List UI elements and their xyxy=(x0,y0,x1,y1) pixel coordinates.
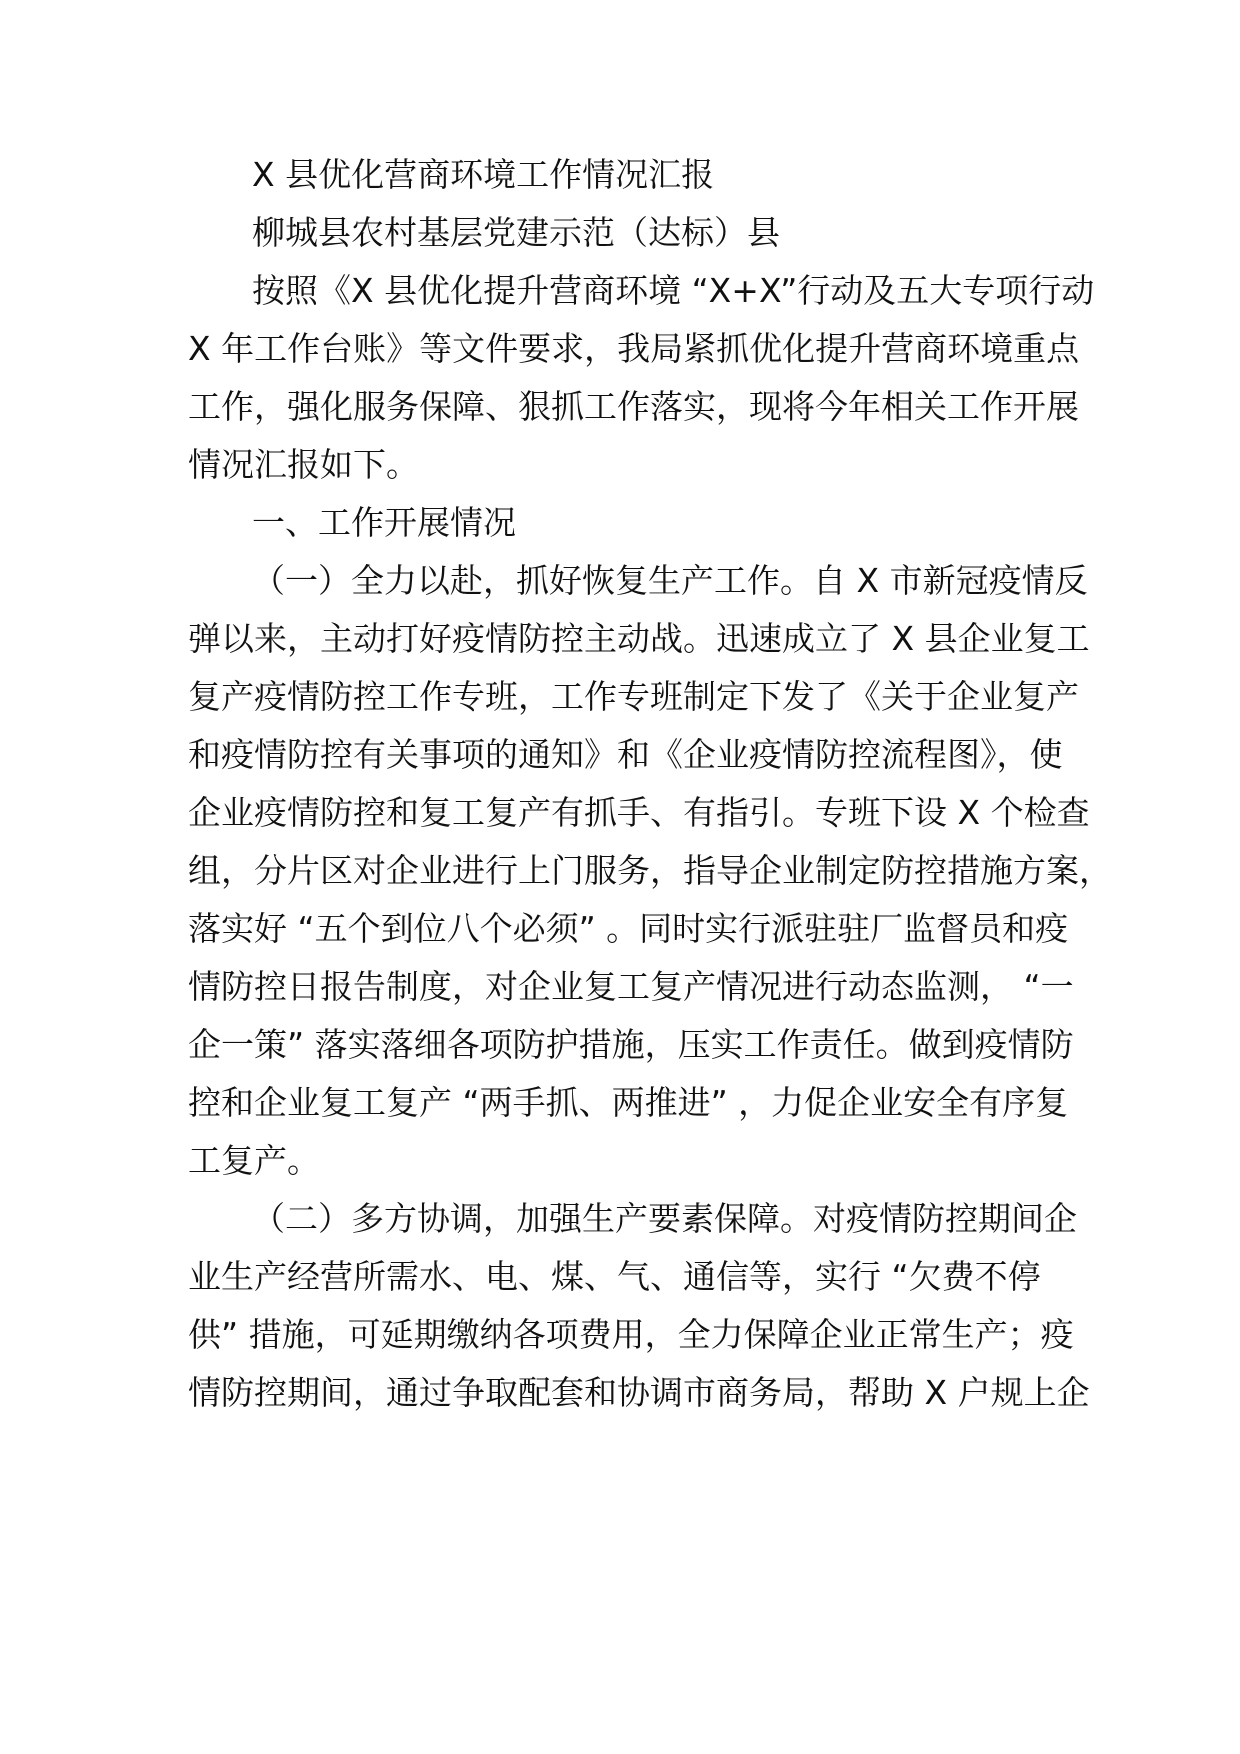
intro-line: 工作，强化服务保障、狠抓工作落实，现将今年相关工作开展 xyxy=(188,387,1079,426)
paragraph-line: （一）全力以赴，抓好恢复生产工作。自 X 市新冠疫情反 xyxy=(252,561,1088,600)
paragraph-line: 复产疫情防控工作专班，工作专班制定下发了《关于企业复产 xyxy=(188,677,1079,716)
paragraph-line: 落实好 “五个到位八个必须” 。同时实行派驻驻厂监督员和疫 xyxy=(188,909,1069,948)
paragraph-line: 供” 措施，可延期缴纳各项费用，全力保障企业正常生产；疫 xyxy=(188,1315,1074,1354)
paragraph-line: （二）多方协调，加强生产要素保障。对疫情防控期间企 xyxy=(252,1199,1077,1238)
paragraph-line: 控和企业复工复产 “两手抓、两推进” ，力促企业安全有序复 xyxy=(188,1083,1069,1122)
paragraph-line: 情防控期间，通过争取配套和协调市商务局，帮助 X 户规上企 xyxy=(188,1373,1090,1412)
paragraph-line: 工复产。 xyxy=(188,1141,320,1180)
document-subtitle: 柳城县农村基层党建示范（达标）县 xyxy=(252,213,780,252)
paragraph-line: 情防控日报告制度，对企业复工复产情况进行动态监测， “一 xyxy=(188,967,1074,1006)
paragraph-line: 企一策” 落实落细各项防护措施，压实工作责任。做到疫情防 xyxy=(188,1025,1074,1064)
intro-line: 情况汇报如下。 xyxy=(188,445,419,484)
paragraph-line: 企业疫情防控和复工复产有抓手、有指引。专班下设 X 个检查 xyxy=(188,793,1090,832)
paragraph-line: 业生产经营所需水、电、煤、气、通信等，实行 “欠费不停 xyxy=(188,1257,1041,1296)
paragraph-line: 弹以来，主动打好疫情防控主动战。迅速成立了 X 县企业复工 xyxy=(188,619,1090,658)
section-heading: 一、工作开展情况 xyxy=(252,503,516,542)
paragraph-line: 和疫情防控有关事项的通知》和《企业疫情防控流程图》，使 xyxy=(188,735,1063,774)
intro-line: X 年工作台账》等文件要求，我局紧抓优化提升营商环境重点 xyxy=(188,329,1080,368)
paragraph-line: 组，分片区对企业进行上门服务，指导企业制定防控措施方案， xyxy=(188,851,1112,890)
intro-line: 按照《X 县优化提升营商环境 “X+X”行动及五大专项行动 xyxy=(252,271,1095,310)
document-title: X 县优化营商环境工作情况汇报 xyxy=(252,155,715,194)
